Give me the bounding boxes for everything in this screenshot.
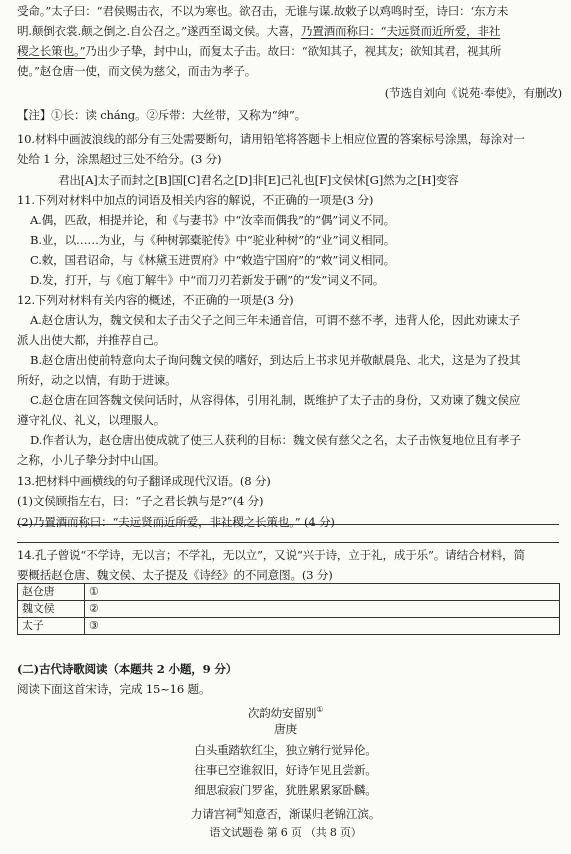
question-13-part-2: (2)乃置酒而称曰：“夫远贤而近所爱，非社稷之长策也。” (4 分) <box>17 515 335 529</box>
poem-author: 唐庚 <box>274 722 297 736</box>
table-row <box>18 584 560 601</box>
question-13-part-1: (1)文侯顾指左右，曰：“子之君长孰与是?”(4 分) <box>17 494 264 508</box>
poem-instruction: 阅读下面这首宋诗，完成 15~16 题。 <box>17 682 211 696</box>
question-11-option-b: B.业，以……为业，与《种树郭橐驼传》中“驼业种树”的“业”词义相同。 <box>30 233 396 247</box>
question-12-option-a-cont: 派人出使大都，并推荐自己。 <box>17 333 166 347</box>
underlined-sentence-end: 稷之长策也。” <box>17 44 86 58</box>
underlined-sentence: 乃置酒而称曰：“夫远贤而近所爱，非社 <box>300 24 501 38</box>
table-cell-label: 太子 <box>18 618 85 635</box>
question-14-cont: 要概括赵仓唐、魏文侯、太子提及《诗经》的不同意图。(3 分) <box>17 568 333 582</box>
question-10: 10.材料中画波浪线的部分有三处需要断句，请用铅笔将答题卡上相应位置的答案标号涂黑，每涂对一 <box>17 132 525 146</box>
annotation-note: 【注】①长：读 cháng。②斥带：大丝带，又称为“绅”。 <box>17 108 306 122</box>
table-row <box>18 618 560 635</box>
table-cell-label: 赵仓唐 <box>18 584 85 601</box>
table-cell-answer[interactable]: ② <box>85 601 560 618</box>
question-10-sentence: 君出[A]太子而封之[B]国[C]君名之[D]非[E]己礼也[F]文侯怵[G]然为之[H]变容 <box>58 173 459 187</box>
question-12-option-b-cont: 所好，动之以情，有助于进谏。 <box>17 373 177 387</box>
question-12: 12.下列对材料有关内容的概述，不正确的一项是(3 分) <box>17 293 294 307</box>
question-13: 13.把材料中画横线的句子翻译成现代汉语。(8 分) <box>17 474 271 488</box>
passage-line-4: 使。”赵仓唐一使，而文侯为慈父，而击为孝子。 <box>17 64 257 78</box>
table-cell-answer[interactable]: ③ <box>85 618 560 635</box>
answer-line-2 <box>17 542 559 543</box>
table-row <box>18 601 560 618</box>
source-citation: (节选自刘向《说苑·奉使》，有删改) <box>384 86 562 100</box>
question-12-option-c: C.赵仓唐在回答魏文侯问话时，从容得体，引用礼制，既维护了太子击的身份，又劝谏了魏文侯应 <box>30 393 521 407</box>
poem-line-1: 白头重踏软红尘，独立鹓行觉异伦。 <box>194 743 377 757</box>
question-11-option-a: A.偶，匹敌，相提并论，和《与妻书》中“汝幸而偶我”的“偶”词义不同。 <box>30 213 395 227</box>
question-10-cont: 处给 1 分，涂黑超过三处不给分。(3 分) <box>17 152 222 166</box>
poem-line-3: 细思寂寂门罗雀，犹胜累累冢卧麟。 <box>194 783 377 797</box>
answer-table <box>17 583 560 635</box>
question-11-option-c: C.敕，国君诏命，与《林黛玉进贾府》中“敕造宁国府”的“敕”词义相同。 <box>30 253 396 267</box>
table-cell-answer[interactable]: ① <box>85 584 560 601</box>
section-heading: (二)古代诗歌阅读（本题共 2 小题，9 分） <box>17 662 238 676</box>
question-11-option-d: D.发，打开，与《庖丁解牛》中“而刀刃若新发于硎”的“发”词义不同。 <box>30 273 385 287</box>
question-12-option-c-cont: 遵守礼仪、礼义，以理服人。 <box>17 413 166 427</box>
table-cell-label: 魏文侯 <box>18 601 85 618</box>
poem-title: 次韵幼安留别① <box>247 705 324 720</box>
passage-line-3: 稷之长策也。”乃出少子挚，封中山，而复太子击。故曰：“欲知其子，视其友；欲知其君，视其所 <box>17 44 502 58</box>
poem-line-2: 往事已空谁叙旧，好诗乍见且尝新。 <box>194 763 377 777</box>
question-12-option-b: B.赵仓唐出使前特意向太子询问魏文侯的嗜好，到达后上书求见并敬献晨凫、北犬，这是为了投其 <box>30 353 521 367</box>
question-14: 14.孔子曾说“不学诗，无以言；不学礼，无以立”，又说“兴于诗，立于礼，成于乐”。请结合材料，简 <box>17 548 525 562</box>
question-12-option-a: A.赵仓唐认为，魏文侯和太子击父子之间三年未通音信，可谓不慈不孝，违背人伦，因此劝谏太子 <box>30 313 521 327</box>
question-11: 11.下列对材料中加点的词语及相关内容的解说，不正确的一项是(3 分) <box>17 193 374 207</box>
page-footer: 语文试题卷 第 6 页 （共 8 页） <box>209 826 362 839</box>
passage-line-1: 受命。”太子曰：“君侯赐击衣，不以为寒也。欲召击，无谁与谋.故敕子以鸡鸣时至，诗曰：‘东方未 <box>17 4 509 18</box>
question-12-option-d: D.作者认为，赵仓唐出使成就了使三人获利的目标：魏文侯有慈父之名，太子击恢复地位且有孝子 <box>30 433 521 447</box>
poem-line-4: 力请宫祠②知意否，渐谋归老锦江滨。 <box>190 806 381 821</box>
passage-line-2: 明.颠倒衣裳.颠之倒之.自公召之。”遂西至谒文侯。大喜，乃置酒而称曰：“夫远贤而近所爱，非社 <box>17 24 501 38</box>
question-12-option-d-cont: 之称，小儿子挚分封中山国。 <box>17 453 166 467</box>
